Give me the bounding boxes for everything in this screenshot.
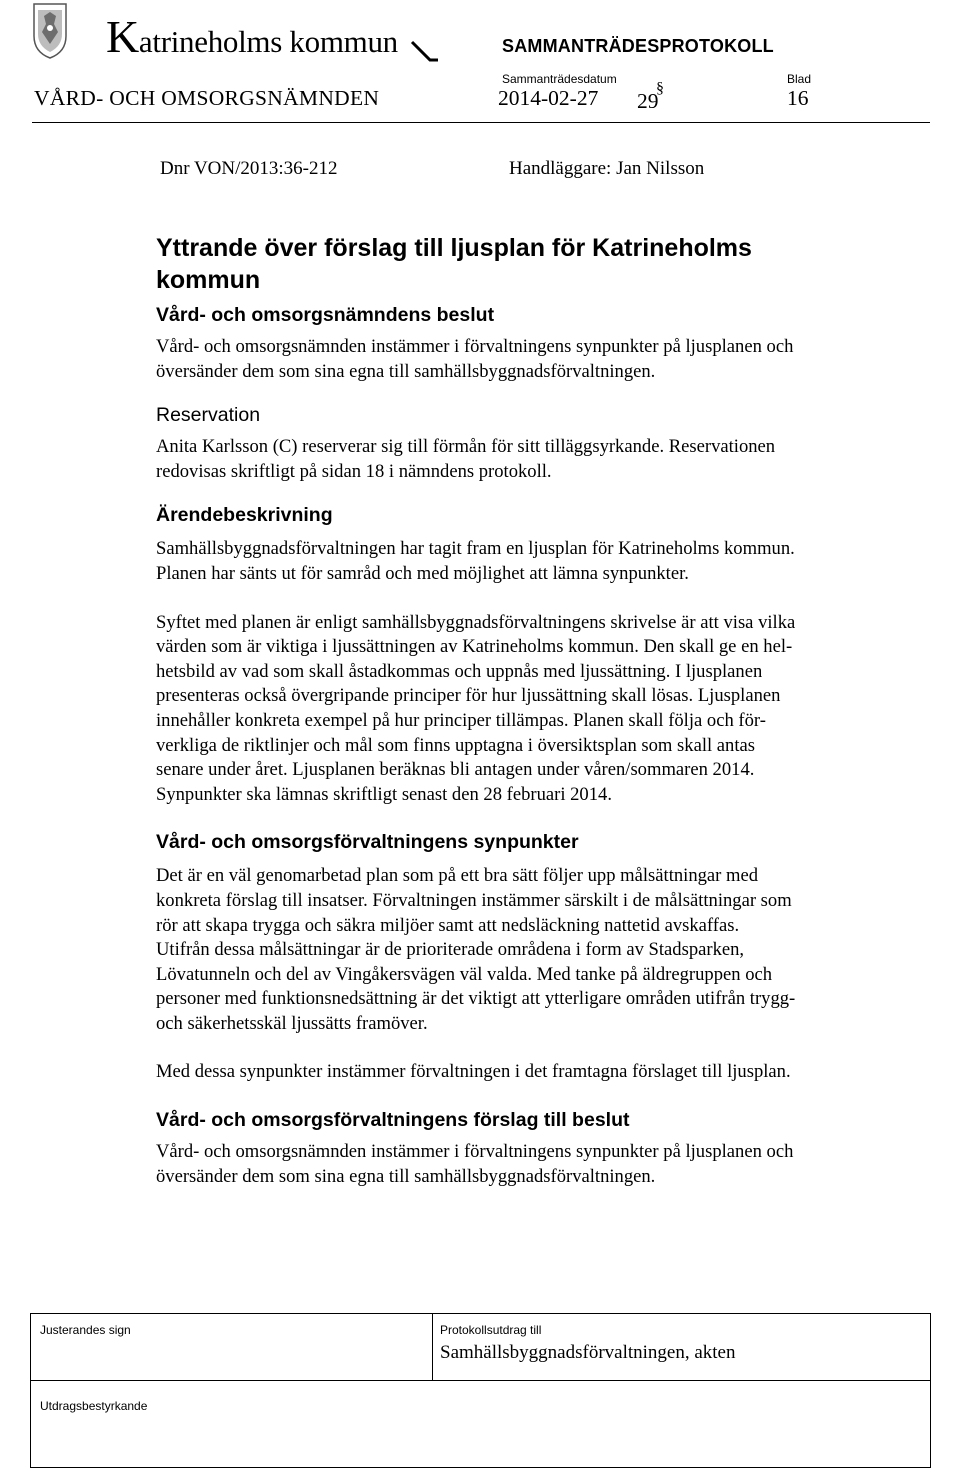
document-type: SAMMANTRÄDESPROTOKOLL	[502, 36, 774, 56]
municipality-crest-logo	[32, 2, 68, 60]
text-line: Utifrån dessa målsättningar är de prioriterade områdena i form av Stadsparken,	[156, 939, 745, 961]
text-line: hetsbild av vad som skall åstadkommas och uppnås med ljussättning. I ljusplanen	[156, 660, 763, 682]
text-line: rör att skapa trygga och säkra miljöer samt att nedsläckning nattetid avskaffas.	[156, 914, 740, 936]
organization-name-initial: K	[106, 11, 139, 62]
description-paragraph-2	[156, 611, 926, 808]
viewpoints-paragraph-2	[156, 1060, 926, 1085]
text-line: senare under året. Ljusplanen beräknas bli antagen under våren/sommaren 2014.	[156, 759, 755, 781]
description-paragraph-1	[156, 537, 926, 586]
text-line: Samhällsbyggnadsförvaltningen har tagit fram en ljusplan för Katrineholms kommun.	[156, 538, 795, 560]
extract-to-value: Samhällsbyggnadsförvaltningen, akten	[440, 1342, 736, 1363]
document-body	[156, 232, 926, 1189]
footer-divider	[30, 1380, 931, 1381]
text-line: Syftet med planen är enligt samhällsbyggnadsförvaltningens skrivelse är att visa vilka	[156, 611, 796, 633]
meeting-date: 2014-02-27	[498, 86, 599, 110]
text-line: redovisas skriftligt på sidan 18 i nämndens protokoll.	[156, 460, 552, 482]
text-line: innehåller konkreta exempel på hur principer tillämpas. Planen skall följa och för-	[156, 709, 766, 731]
organization-name	[106, 11, 398, 62]
extract-to-label: Protokollsutdrag till	[440, 1323, 542, 1337]
proposal-paragraph	[156, 1140, 926, 1189]
page-number: 16	[787, 86, 809, 110]
text-line: översänder dem som sina egna till samhällsbyggnadsförvaltningen.	[156, 360, 656, 382]
section-sign: §	[656, 80, 664, 97]
page-label: Blad	[787, 72, 812, 86]
proposal-heading: Vård- och omsorgsförvaltningens förslag till beslut	[156, 1109, 630, 1132]
document-title	[156, 232, 926, 296]
extract-certified-label: Utdragsbestyrkande	[40, 1399, 148, 1413]
signature-label: Justerandes sign	[40, 1323, 131, 1337]
title-line: Yttrande över förslag till ljusplan för Katrineholms	[156, 234, 752, 262]
footer-column-divider	[432, 1313, 433, 1380]
text-line: verkliga de riktlinjer och mål som finns upptagna i översiktsplan som skall antas	[156, 734, 756, 756]
text-line: Synpunkter ska lämnas skriftligt senast den 28 februari 2014.	[156, 783, 612, 805]
text-line: Det är en väl genomarbetad plan som på ett bra sätt följer upp målsättningar med	[156, 865, 759, 887]
text-line: personer med funktionsnedsättning är det viktigt att ytterligare områden utifrån trygg-	[156, 988, 796, 1010]
reservation-paragraph	[156, 435, 926, 484]
text-line: konkreta förslag till insatser. Förvaltningen instämmer särskilt i de målsättningar som	[156, 889, 792, 911]
text-line: Vård- och omsorgsnämnden instämmer i förvaltningens synpunkter på ljusplanen och	[156, 336, 794, 357]
decision-heading: Vård- och omsorgsnämndens beslut	[156, 304, 495, 326]
description-heading: Ärendebeskrivning	[156, 504, 333, 527]
logo-swoosh-icon	[410, 38, 440, 64]
decision-paragraph	[156, 335, 926, 384]
viewpoints-heading: Vård- och omsorgsförvaltningens synpunkter	[156, 831, 579, 854]
case-number: Dnr VON/2013:36-212	[160, 158, 338, 179]
title-line: kommun	[156, 266, 261, 294]
paragraph-number: 29	[637, 89, 659, 113]
text-line: presenteras också övergripande principer för hur ljussättning skall lösas. Ljusplanen	[156, 685, 781, 707]
organization-name-rest: atrineholms kommun	[138, 24, 398, 59]
text-line: Anita Karlsson (C) reserverar sig till förmån för sitt tilläggsyrkande. Reservationen	[156, 436, 776, 458]
text-line: och säkerhetsskäl ljussätts framöver.	[156, 1012, 428, 1034]
committee-name: VÅRD- OCH OMSORGSNÄMNDEN	[34, 86, 380, 110]
text-line: värden som är viktiga i ljussättningen av Katrineholms kommun. Den skall ge en hel-	[156, 636, 793, 658]
meeting-date-label: Sammanträdesdatum	[502, 72, 617, 86]
viewpoints-paragraph-1	[156, 864, 926, 1036]
text-line: Planen har sänts ut för samråd och med möjlighet att lämna synpunkter.	[156, 562, 689, 584]
text-line: Med dessa synpunkter instämmer förvaltningen i det framtagna förslaget till ljusplan.	[156, 1061, 791, 1083]
reservation-heading: Reservation	[156, 404, 261, 427]
text-line: översänder dem som sina egna till samhällsbyggnadsförvaltningen.	[156, 1165, 656, 1187]
case-officer: Handläggare: Jan Nilsson	[509, 158, 705, 179]
text-line: Lövatunneln och del av Vingåkersvägen väl valda. Med tanke på äldregruppen och	[156, 963, 773, 985]
header-divider	[32, 122, 930, 123]
text-line: Vård- och omsorgsnämnden instämmer i förvaltningens synpunkter på ljusplanen och	[156, 1141, 794, 1163]
